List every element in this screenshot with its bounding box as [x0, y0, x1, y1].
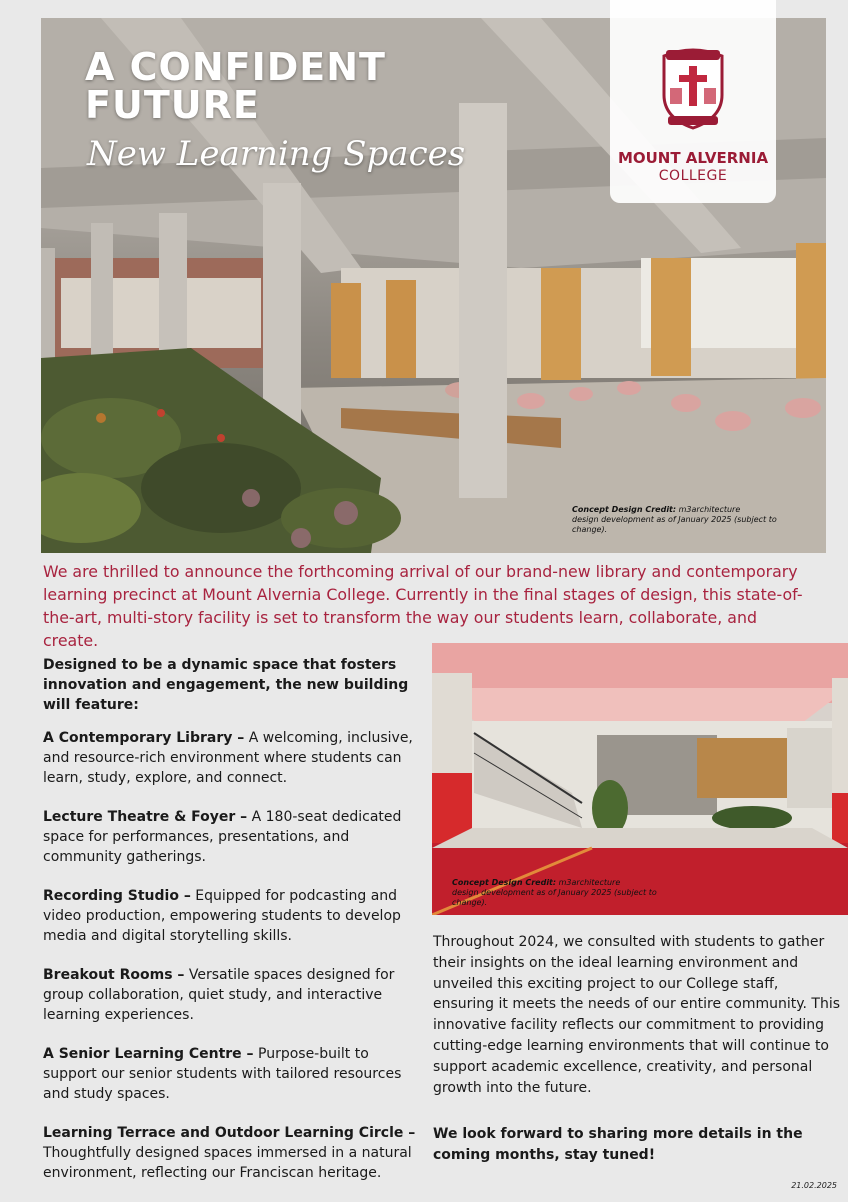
- feature-item: [43, 728, 421, 788]
- interior-credit-label: Concept Design Credit:: [452, 878, 557, 887]
- publication-date: 21.02.2025: [791, 1181, 837, 1190]
- feature-text: A 180-seat dedicated space for performances, presentations, and community gatherings.: [43, 809, 402, 865]
- feature-text: Versatile spaces designed for group collaboration, quiet study, and interactive learning experiences.: [43, 967, 395, 1023]
- college-crest-icon: [610, 0, 776, 150]
- hero-title-line1: A CONFIDENT: [85, 45, 386, 89]
- hero-title: [85, 45, 386, 127]
- hero-credit-line2: design development as of January 2025 (subject to: [572, 515, 777, 524]
- feature-text: Thoughtfully designed spaces immersed in a natural environment, reflecting our Franciscan heritage.: [43, 1145, 412, 1181]
- hero-script-subtitle: New Learning Spaces: [87, 134, 466, 174]
- hero-title-line2: FUTURE: [85, 83, 260, 127]
- hero-credit-firm: m3architecture: [678, 505, 741, 514]
- feature-title: A Contemporary Library –: [43, 730, 245, 746]
- consultation-paragraph: Throughout 2024, we consulted with students to gather their insights on the ideal learning environment and unveiled this exciting project to our College staff, ensuring it meets the needs of our entire community. This innovative facility reflects our commitment to providing cutting-edge learning environments that will continue to support academic excellence, creativity, and personal growth into the future.: [433, 934, 841, 1096]
- feature-text: A welcoming, inclusive, and resource-rich environment where students can learn, study, explore, and connect.: [43, 730, 413, 786]
- interior-credit-line3: change).: [452, 898, 488, 907]
- hero-credit-line3: change).: [572, 525, 608, 534]
- hero-credit-label: Concept Design Credit:: [572, 505, 677, 514]
- closing-statement: We look forward to sharing more details in the coming months, stay tuned!: [433, 1126, 803, 1163]
- feature-title: A Senior Learning Centre –: [43, 1046, 254, 1062]
- intro-paragraph: We are thrilled to announce the forthcoming arrival of our brand-new library and contemporary learning precinct at Mount Alvernia College. Currently in the final stages of design, this state-of-the-art, multi-story facility is set to transform the way our students learn, collaborate, and create.: [43, 562, 803, 650]
- college-name: MOUNT ALVERNIA: [617, 149, 769, 167]
- feature-item: [43, 886, 421, 946]
- feature-title: Learning Terrace and Outdoor Learning Circle –: [43, 1125, 416, 1141]
- feature-item: [43, 1123, 421, 1183]
- features-lead: Designed to be a dynamic space that fosters innovation and engagement, the new building will feature:: [43, 657, 409, 713]
- interior-render-illustration: [432, 643, 848, 915]
- feature-item: [43, 1044, 421, 1104]
- hero-credit: [572, 505, 822, 535]
- feature-text: Equipped for podcasting and video production, empowering students to develop media and digital storytelling skills.: [43, 888, 401, 944]
- interior-render-image: [432, 643, 848, 915]
- college-subname: COLLEGE: [658, 168, 728, 184]
- feature-title: Recording Studio –: [43, 888, 191, 904]
- interior-credit: [452, 878, 702, 908]
- feature-text: Purpose-built to support our senior students with tailored resources and study spaces.: [43, 1046, 402, 1102]
- interior-credit-line2: design development as of January 2025 (subject to: [452, 888, 657, 897]
- feature-item: [43, 965, 421, 1025]
- interior-credit-firm: m3architecture: [558, 878, 621, 887]
- feature-item: [43, 807, 421, 867]
- features-column: [43, 655, 421, 1202]
- college-logo-card: [610, 0, 776, 203]
- feature-title: Breakout Rooms –: [43, 967, 185, 983]
- feature-title: Lecture Theatre & Foyer –: [43, 809, 248, 825]
